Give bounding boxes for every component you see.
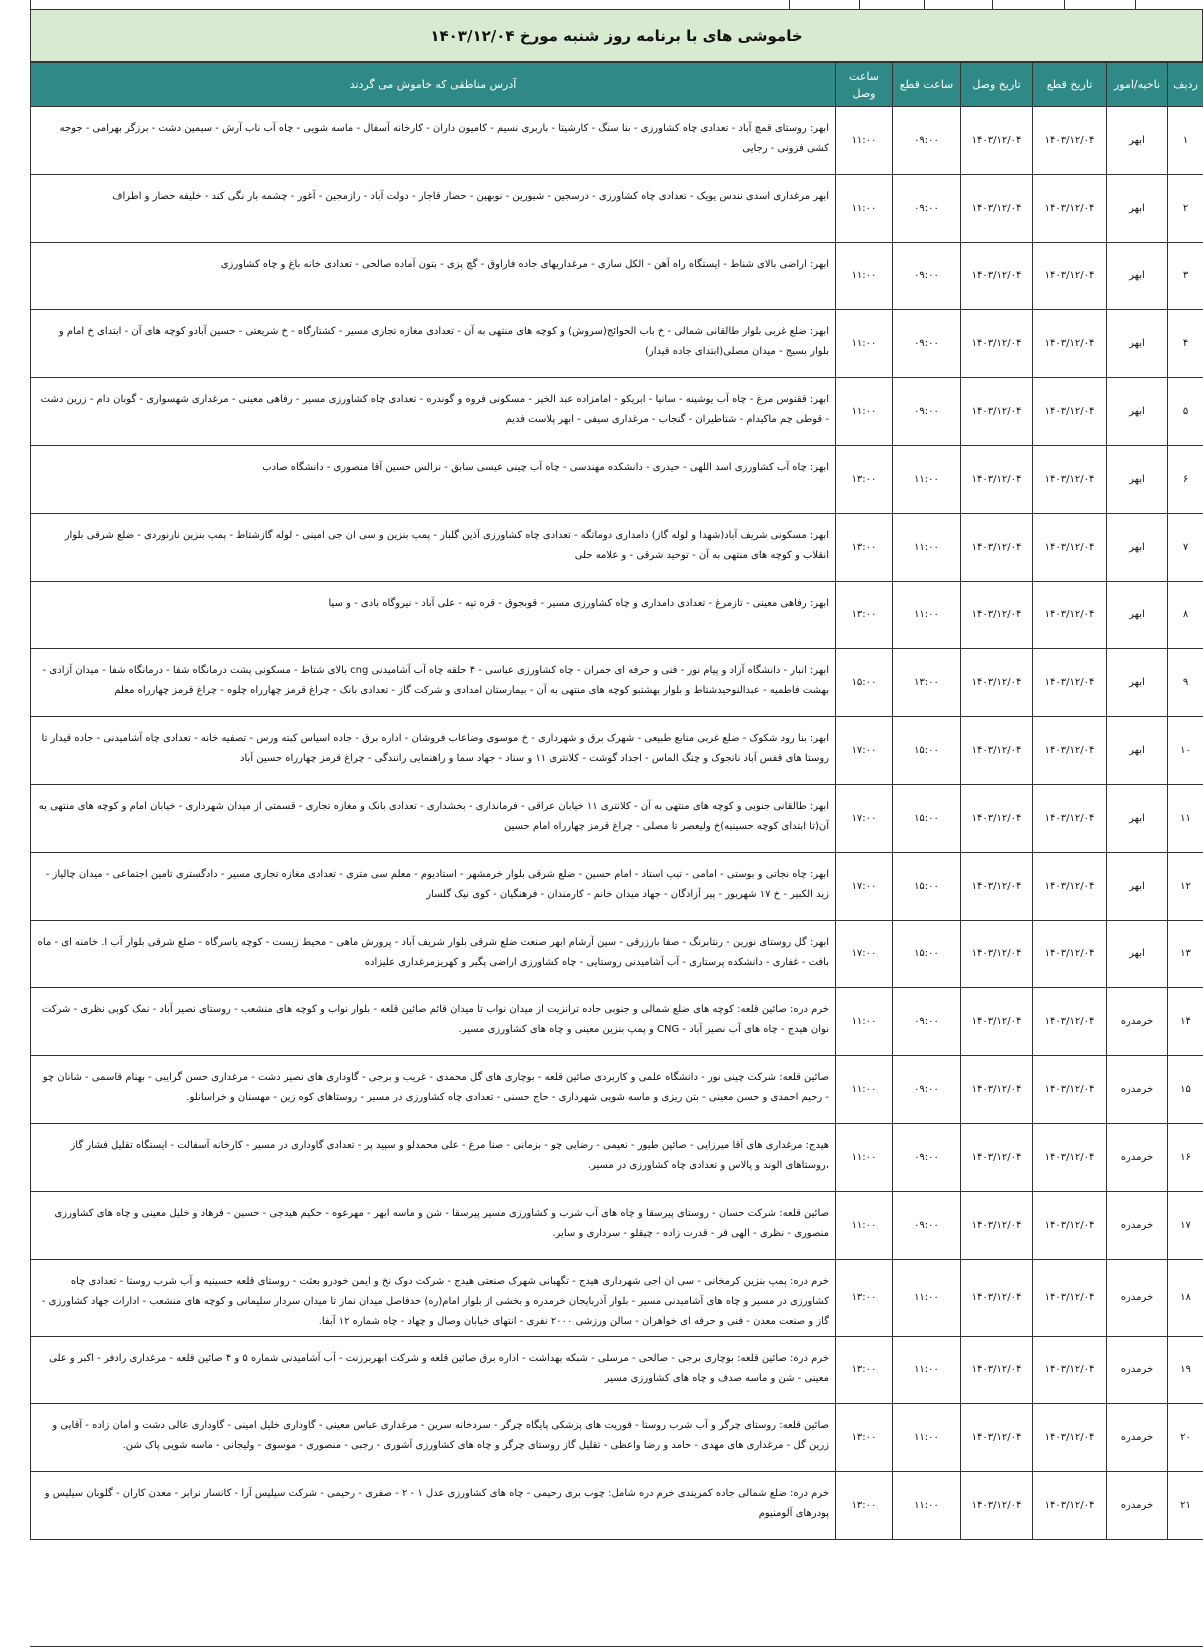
- header-row-number: ردیف: [1168, 63, 1203, 107]
- connect-time-cell: ۱۱:۰۰: [836, 174, 893, 242]
- connect-date-cell: ۱۴۰۳/۱۲/۰۴: [961, 1259, 1033, 1336]
- cut-date-cell: ۱۴۰۳/۱۲/۰۴: [1033, 581, 1107, 649]
- district-cell: ابهر: [1107, 717, 1168, 785]
- previous-table-edge: [30, 0, 1203, 10]
- district-cell: ابهر: [1107, 445, 1168, 513]
- row-number-cell: ۱۵: [1168, 1056, 1203, 1124]
- connect-time-cell: ۱۱:۰۰: [836, 988, 893, 1056]
- row-number-cell: ۱۸: [1168, 1259, 1203, 1336]
- cut-time-cell: ۰۹:۰۰: [893, 988, 961, 1056]
- cut-time-cell: ۱۱:۰۰: [893, 581, 961, 649]
- address-cell: خرم دره: صائین قلعه: کوچه های ضلع شمالی و جنوبی جاده ترانزیت از میدان نواب تا میدان قائم صائین قلعه - بلوار نواب و کوچه های منشعب - روستای نصیر آباد - نمک کوبی نظری - شرکت نوان هیدج - چاه های آب نصیر آباد - CNG و پمپ بنزین معینی و چاه های کشاورزی مسیر.: [31, 988, 836, 1056]
- district-cell: ابهر: [1107, 513, 1168, 581]
- district-cell: ابهر: [1107, 581, 1168, 649]
- header-cut-date: تاریخ قطع: [1033, 63, 1107, 107]
- address-cell: ابهر: مسکونی شریف آباد(شهدا و لوله گاز) دامداری دوماتگه - تعدادی چاه کشاورزی آذین گلبار - پمپ بنزین و سی ان جی امینی - لوله گازشتاط - پمپ بنزین نارنوردی - ضلع شرقی بلوار انقلاب و کوچه های منتهی به آن - توحید شرقی - و علامه حلی: [31, 513, 836, 581]
- district-cell: ابهر: [1107, 242, 1168, 310]
- cut-date-cell: ۱۴۰۳/۱۲/۰۴: [1033, 174, 1107, 242]
- connect-date-cell: ۱۴۰۳/۱۲/۰۴: [961, 649, 1033, 717]
- row-number-cell: ۲۰: [1168, 1404, 1203, 1472]
- connect-date-cell: ۱۴۰۳/۱۲/۰۴: [961, 445, 1033, 513]
- address-cell: ابهر: چاه نجاتی و بوستی - امامی - تیپ استاد - امام حسین - ضلع شرقی بلوار خرمشهر - استادیوم - معلم سی متری - تعدادی مغازه تجاری مسیر - دادگستری تامین اجتماعی - میدان چالیاز - زید الکبیر - خ ۱۷ شهریور - پیر آزادگان - جهاد میدان خانم - کارمندان - فرهنگیان - کوی نیک گلسار: [31, 852, 836, 920]
- connect-time-cell: ۱۳:۰۰: [836, 581, 893, 649]
- row-number-cell: ۱۹: [1168, 1336, 1203, 1404]
- address-cell: خرم دره: پمپ بنزین کرمخانی - سی ان اجی شهرداری هیدج - تگهبانی شهرک صنعتی هیدج - شرکت دوک نخ و ایمن خودرو بعثت - روستای قلعه حسینیه و آب شرب روستا - تعدادی چاه کشاورزی در مسیر و چاه های آشامیدنی مسیر - بلوار آذربایجان خرمدره و بخشی از بلوار امام(ره) حدفاصل میدان نماز تا میدان سردار سلیمانی و کوچه های منشعب - ادارات جهاد کشاورزی - گاز و صنعت معدن - فنی و حرفه ای خواهران - سالن ورزشی ۲۰۰۰ نفری - انتهای خیابان وصال و چهاد - چاه شماره ۱۲ آبفا.: [31, 1259, 836, 1336]
- table-row: [31, 784, 1203, 852]
- row-number-cell: ۱۶: [1168, 1123, 1203, 1191]
- district-cell: خرمدره: [1107, 1472, 1168, 1540]
- row-number-cell: ۶: [1168, 445, 1203, 513]
- address-cell: صائین قلعه: روستای چرگر و آب شرب روستا - فوریت های پزشکی پایگاه چرگر - سردخانه سرین - مرغداری عباس معینی - گاوداری خلیل امینی - گاوداری عالی دشت و امان زاده - آقایی و زرین گل - مرغداری های مهدی - حامد و رضا واعظی - تقلیل گاز روستای چرگر و چاه های کشاورزی آشوری - رجبی - منصوری - موسوی - ولیجانی - ماسه شویی پاک شن.: [31, 1404, 836, 1472]
- cut-time-cell: ۱۵:۰۰: [893, 784, 961, 852]
- address-cell: ابهر: ققنوس مرغ - چاه آب یوشینه - سانیا - ابریکو - امامزاده عبد الخیر - مسکونی فروه و گوندره - تعدادی چاه کشاورزی مسیر - رفاهی معینی - مرغداری شهسواری - گوبان دام - زرین دشت - قوطی چم ماکیدام - شتاطیران - گنجاب - مرغداری سیفی - ابهر پلاست فدیم: [31, 378, 836, 446]
- district-cell: ابهر: [1107, 378, 1168, 446]
- row-number-cell: ۱۲: [1168, 852, 1203, 920]
- row-number-cell: ۷: [1168, 513, 1203, 581]
- connect-time-cell: ۱۷:۰۰: [836, 717, 893, 785]
- cut-date-cell: ۱۴۰۳/۱۲/۰۴: [1033, 649, 1107, 717]
- table-row: [31, 378, 1203, 446]
- address-cell: خرم دره: ضلع شمالی جاده کمربندی خرم دره شامل: چوب بری رحیمی - چاه های کشاورزی عدل ۱ - ۲ - صفری - رحیمی - شرکت سیلیس آرا - کانسار نرابر - معدن کاران - گلوبان سیلیس و پودرهای آلومنیوم: [31, 1472, 836, 1540]
- address-cell: ابهر: گل روستای نورین - رنتابرنگ - صفا بارزرقی - سین آرشام ابهر صنعت ضلع شرقی بلوار شریف آباد - پرورش ماهی - محیط زیست - کوچه یاسرگاه - ضلع شرقی بلوار آب ا. خامنه ای - ماه بافت - غفاری - دانشکده پرستاری - آب آشامیدنی روستایی - چاه کشاورزی اراضی پگیر و کهریزمرغداری علیزاده: [31, 920, 836, 988]
- table-row: [31, 717, 1203, 785]
- connect-time-cell: ۱۳:۰۰: [836, 1336, 893, 1404]
- cut-date-cell: ۱۴۰۳/۱۲/۰۴: [1033, 988, 1107, 1056]
- connect-date-cell: ۱۴۰۳/۱۲/۰۴: [961, 378, 1033, 446]
- cut-date-cell: ۱۴۰۳/۱۲/۰۴: [1033, 1056, 1107, 1124]
- table-row: [31, 1259, 1203, 1336]
- table-row: [31, 1056, 1203, 1124]
- connect-time-cell: ۱۱:۰۰: [836, 1191, 893, 1259]
- table-row: [31, 445, 1203, 513]
- table-row: [31, 513, 1203, 581]
- cut-time-cell: ۱۱:۰۰: [893, 1404, 961, 1472]
- cut-time-cell: ۱۱:۰۰: [893, 1336, 961, 1404]
- connect-date-cell: ۱۴۰۳/۱۲/۰۴: [961, 920, 1033, 988]
- cut-date-cell: ۱۴۰۳/۱۲/۰۴: [1033, 1123, 1107, 1191]
- connect-date-cell: ۱۴۰۳/۱۲/۰۴: [961, 1472, 1033, 1540]
- cut-time-cell: ۰۹:۰۰: [893, 242, 961, 310]
- row-number-cell: ۲۱: [1168, 1472, 1203, 1540]
- connect-time-cell: ۱۱:۰۰: [836, 242, 893, 310]
- connect-time-cell: ۱۳:۰۰: [836, 1404, 893, 1472]
- connect-time-cell: ۱۱:۰۰: [836, 1056, 893, 1124]
- cut-date-cell: ۱۴۰۳/۱۲/۰۴: [1033, 445, 1107, 513]
- address-cell: ابهر: بنا رود شکوک - ضلع غربی منابع طبیعی - شهرک برق و شهرداری - خ موسوی وضاعاب فروشان - اداره برق - جاده اسیاس کبته ورس - تصفیه خانه - تعدادی چاه آشامیدنی - جاده قیدار تا روستا های قفس آباد نانجوک و چنگ الماس - اجداد گوشت - کلانتری ۱۱ و سناد - جهاد سما و راهنمایی رانندگی - چراغ قرمز چهارراه حسین آباد: [31, 717, 836, 785]
- table-row: [31, 852, 1203, 920]
- table-row: [31, 649, 1203, 717]
- district-cell: ابهر: [1107, 920, 1168, 988]
- address-cell: ابهر: ضلع غربی بلوار طالقانی شمالی - خ باب الحوائج(سروش) و کوچه های منتهی به آن - تعدادی مغازه تجاری مسیر - کشتارگاه - خ شریعتی - حسین آبادو کوچه های آن - ابتدای خ امام و بلوار بسیج - میدان مصلی(ابتدای جاده قیدار): [31, 310, 836, 378]
- connect-date-cell: ۱۴۰۳/۱۲/۰۴: [961, 1404, 1033, 1472]
- cut-time-cell: ۰۹:۰۰: [893, 1056, 961, 1124]
- row-number-cell: ۳: [1168, 242, 1203, 310]
- connect-time-cell: ۱۵:۰۰: [836, 649, 893, 717]
- row-number-cell: ۱: [1168, 107, 1203, 175]
- connect-date-cell: ۱۴۰۳/۱۲/۰۴: [961, 581, 1033, 649]
- cut-time-cell: ۱۱:۰۰: [893, 513, 961, 581]
- outage-table: [30, 62, 1203, 1540]
- address-cell: ابهر: رفاهی معینی - تازمرغ - تعدادی دامداری و چاه کشاورزی مسیر - قوبجوق - قره تپه - علی آباد - نیروگاه بادی - و سیا: [31, 581, 836, 649]
- cut-time-cell: ۰۹:۰۰: [893, 378, 961, 446]
- connect-time-cell: ۱۱:۰۰: [836, 378, 893, 446]
- table-row: [31, 107, 1203, 175]
- table-row: [31, 1404, 1203, 1472]
- row-number-cell: ۱۴: [1168, 988, 1203, 1056]
- cut-time-cell: ۱۱:۰۰: [893, 1472, 961, 1540]
- table-row: [31, 1123, 1203, 1191]
- connect-time-cell: ۱۳:۰۰: [836, 445, 893, 513]
- cut-date-cell: ۱۴۰۳/۱۲/۰۴: [1033, 1404, 1107, 1472]
- table-row: [31, 1336, 1203, 1404]
- district-cell: خرمدره: [1107, 1123, 1168, 1191]
- connect-date-cell: ۱۴۰۳/۱۲/۰۴: [961, 174, 1033, 242]
- district-cell: خرمدره: [1107, 1404, 1168, 1472]
- address-cell: ابهر: طالقانی جنوبی و کوچه های منتهی به آن - کلانتری ۱۱ خیابان عراقی - فرمانداری - بخشداری - تعدادی بانک و مغازه تجاری - قسمتی از میدان شهرداری - خیابان امام و کوچه های منتهی به آن(تا ابتدای کوچه حسینیه)خ ولیعصر تا مصلی - چراغ قرمز چهارراه امام حسین: [31, 784, 836, 852]
- address-cell: ابهر: انبار - دانشگاه آزاد و پیام نور - فنی و حرفه ای جمران - چاه کشاورزی عباسی - ۴ حلقه چاه آب آشامیدنی cng بالای شتاط - مسکونی پشت درمانگاه شفا - درمانگاه شفا - میدان آزادی - بهشت فاطمیه - عبدالنوحیدشتاط و بلوار بهشتبو کوچه های منتهی به آن - بیمارستان امدادی و شرکت گاز - تعدادی بانک - چراغ قرمز چهارراه چلوه - چراغ قرمز چهارراه معلم: [31, 649, 836, 717]
- connect-date-cell: ۱۴۰۳/۱۲/۰۴: [961, 852, 1033, 920]
- address-cell: ابهر: اراضی بالای شناط - ایستگاه راه آهن - الکل سازی - مرغداریهای جاده فاراوق - گچ پزی - بتون آماده صالحی - تعدادی خانه باغ و چاه کشاورزی: [31, 242, 836, 310]
- district-cell: خرمدره: [1107, 988, 1168, 1056]
- cut-time-cell: ۰۹:۰۰: [893, 1123, 961, 1191]
- connect-date-cell: ۱۴۰۳/۱۲/۰۴: [961, 1056, 1033, 1124]
- schedule-title: خاموشی های با برنامه روز شنبه مورخ ۱۴۰۳/۱۲/۰۴: [30, 10, 1203, 62]
- table-row: [31, 1191, 1203, 1259]
- connect-date-cell: ۱۴۰۳/۱۲/۰۴: [961, 988, 1033, 1056]
- connect-time-cell: ۱۳:۰۰: [836, 1472, 893, 1540]
- connect-date-cell: ۱۴۰۳/۱۲/۰۴: [961, 513, 1033, 581]
- address-cell: هیدج: مرغداری های آقا میرزایی - صائین طیور - نعیمی - رضایی چو - بزمانی - صنا مرغ - علی محمدلو و سپید پر - تعدادی گاوداری در مسیر - کارخانه آسفالت - ایستگاه تقلیل فشار گاز ،روستاهای الوند و پالاس و تعدادی چاه کشاورزی در مسیر.: [31, 1123, 836, 1191]
- address-cell: خرم دره: صائین قلعه: بوچاری برجی - صالحی - مرسلی - شبکه بهداشت - اداره برق صائین قلعه و شرکت ابهربرزنت - آب آشامیدنی شماره ۵ و ۴ صائین قلعه - مرغداری رادفر - اکبر و علی معینی - شن و ماسه صدف و چاه های کشاورزی مسیر: [31, 1336, 836, 1404]
- header-cut-time: ساعت قطع: [893, 63, 961, 107]
- district-cell: ابهر: [1107, 852, 1168, 920]
- connect-date-cell: ۱۴۰۳/۱۲/۰۴: [961, 242, 1033, 310]
- connect-time-cell: ۱۷:۰۰: [836, 852, 893, 920]
- header-district: ناحیه/امور: [1107, 63, 1168, 107]
- cut-time-cell: ۱۳:۰۰: [893, 649, 961, 717]
- district-cell: ابهر: [1107, 310, 1168, 378]
- row-number-cell: ۲: [1168, 174, 1203, 242]
- table-row: [31, 988, 1203, 1056]
- district-cell: ابهر: [1107, 784, 1168, 852]
- cut-date-cell: ۱۴۰۳/۱۲/۰۴: [1033, 852, 1107, 920]
- row-number-cell: ۹: [1168, 649, 1203, 717]
- cut-date-cell: ۱۴۰۳/۱۲/۰۴: [1033, 920, 1107, 988]
- cut-time-cell: ۱۱:۰۰: [893, 1259, 961, 1336]
- cut-time-cell: ۰۹:۰۰: [893, 107, 961, 175]
- table-bottom-border: [30, 1646, 1203, 1647]
- cut-date-cell: ۱۴۰۳/۱۲/۰۴: [1033, 107, 1107, 175]
- connect-time-cell: ۱۷:۰۰: [836, 920, 893, 988]
- row-number-cell: ۱۷: [1168, 1191, 1203, 1259]
- cut-date-cell: ۱۴۰۳/۱۲/۰۴: [1033, 1472, 1107, 1540]
- connect-time-cell: ۱۳:۰۰: [836, 513, 893, 581]
- district-cell: ابهر: [1107, 649, 1168, 717]
- connect-time-cell: ۱۳:۰۰: [836, 1259, 893, 1336]
- table-row: [31, 174, 1203, 242]
- header-address: آدرس مناطقی که خاموش می گردند: [31, 63, 836, 107]
- address-cell: ابهر: روستای قمچ آباد - تعدادی چاه کشاورزی - بنا سنگ - کارشیتا - باربری نسیم - کامیون داران - کارخانه آسفال - ماسه شویی - چاه آب ناب آرش - سیمین دشت - برزگر بهرامی - جوجه کشی فزونی - رجایی: [31, 107, 836, 175]
- address-cell: ابهر: چاه آب کشاورزی اسد اللهی - حیدری - دانشکده مهندسی - چاه آب چینی عیسی سابق - نرالس حسین آقا منصوری - دانشگاه صادب: [31, 445, 836, 513]
- district-cell: ابهر: [1107, 107, 1168, 175]
- district-cell: خرمدره: [1107, 1259, 1168, 1336]
- cut-time-cell: ۱۵:۰۰: [893, 717, 961, 785]
- connect-date-cell: ۱۴۰۳/۱۲/۰۴: [961, 717, 1033, 785]
- header-row: [31, 63, 1203, 107]
- address-cell: صائین قلعه: شرکت چینی نور - دانشگاه علمی و کاربردی صائین قلعه - بوچاری های گل محمدی - غریب و برجی - گاوداری های نصیر دشت - مرغداری حسن گرایبی - بهنام قاسمی - شانان چو - رحیم احمدی و حسن معینی - بتن ریزی و ماسه شویی شهرداری - حاج حسنی - تعدادی چاه کشاورزی در مسیر - روستاهای کوه زین - مهسنان و خراسانلو.: [31, 1056, 836, 1124]
- address-cell: صائین قلعه: شرکت حسان - روستای پیرسقا و چاه های آب شرب و کشاورزی مسیر پیرسقا - شن و ماسه ابهر - مهرعوه - حکیم هیدجی - حسین - فرهاد و خلیل معینی و چاه های کشاورزی منصوری - نظری - الهی فر - قدرت زاده - چیقلو - سرداری و سایر.: [31, 1191, 836, 1259]
- cut-time-cell: ۱۱:۰۰: [893, 445, 961, 513]
- row-number-cell: ۵: [1168, 378, 1203, 446]
- connect-date-cell: ۱۴۰۳/۱۲/۰۴: [961, 784, 1033, 852]
- connect-date-cell: ۱۴۰۳/۱۲/۰۴: [961, 1336, 1033, 1404]
- cut-date-cell: ۱۴۰۳/۱۲/۰۴: [1033, 1191, 1107, 1259]
- header-connect-date: تاریخ وصل: [961, 63, 1033, 107]
- cut-time-cell: ۱۵:۰۰: [893, 920, 961, 988]
- header-connect-time: ساعت وصل: [836, 63, 893, 107]
- cut-date-cell: ۱۴۰۳/۱۲/۰۴: [1033, 513, 1107, 581]
- connect-time-cell: ۱۱:۰۰: [836, 1123, 893, 1191]
- cut-date-cell: ۱۴۰۳/۱۲/۰۴: [1033, 242, 1107, 310]
- cut-date-cell: ۱۴۰۳/۱۲/۰۴: [1033, 1259, 1107, 1336]
- cut-date-cell: ۱۴۰۳/۱۲/۰۴: [1033, 784, 1107, 852]
- cut-time-cell: ۰۹:۰۰: [893, 310, 961, 378]
- connect-date-cell: ۱۴۰۳/۱۲/۰۴: [961, 107, 1033, 175]
- district-cell: ابهر: [1107, 174, 1168, 242]
- cut-time-cell: ۰۹:۰۰: [893, 1191, 961, 1259]
- table-row: [31, 1472, 1203, 1540]
- connect-time-cell: ۱۷:۰۰: [836, 784, 893, 852]
- cut-time-cell: ۰۹:۰۰: [893, 174, 961, 242]
- district-cell: خرمدره: [1107, 1056, 1168, 1124]
- table-row: [31, 242, 1203, 310]
- row-number-cell: ۱۰: [1168, 717, 1203, 785]
- connect-date-cell: ۱۴۰۳/۱۲/۰۴: [961, 1123, 1033, 1191]
- connect-date-cell: ۱۴۰۳/۱۲/۰۴: [961, 310, 1033, 378]
- table-row: [31, 581, 1203, 649]
- row-number-cell: ۴: [1168, 310, 1203, 378]
- district-cell: خرمدره: [1107, 1336, 1168, 1404]
- row-number-cell: ۸: [1168, 581, 1203, 649]
- cut-date-cell: ۱۴۰۳/۱۲/۰۴: [1033, 310, 1107, 378]
- address-cell: ابهر مرغداری اسدی نندس یویک - تعدادی چاه کشاورزی - درسجین - شیورین - نوبهین - حصار قاجار - دولت آباد - رازمجین - آغور - چشمه بار نگی کند - خلیفه حصار و اطراف: [31, 174, 836, 242]
- table-row: [31, 920, 1203, 988]
- cut-date-cell: ۱۴۰۳/۱۲/۰۴: [1033, 717, 1107, 785]
- cut-time-cell: ۱۵:۰۰: [893, 852, 961, 920]
- cut-date-cell: ۱۴۰۳/۱۲/۰۴: [1033, 1336, 1107, 1404]
- connect-date-cell: ۱۴۰۳/۱۲/۰۴: [961, 1191, 1033, 1259]
- row-number-cell: ۱۳: [1168, 920, 1203, 988]
- cut-date-cell: ۱۴۰۳/۱۲/۰۴: [1033, 378, 1107, 446]
- table-row: [31, 310, 1203, 378]
- connect-time-cell: ۱۱:۰۰: [836, 107, 893, 175]
- district-cell: خرمدره: [1107, 1191, 1168, 1259]
- connect-time-cell: ۱۱:۰۰: [836, 310, 893, 378]
- row-number-cell: ۱۱: [1168, 784, 1203, 852]
